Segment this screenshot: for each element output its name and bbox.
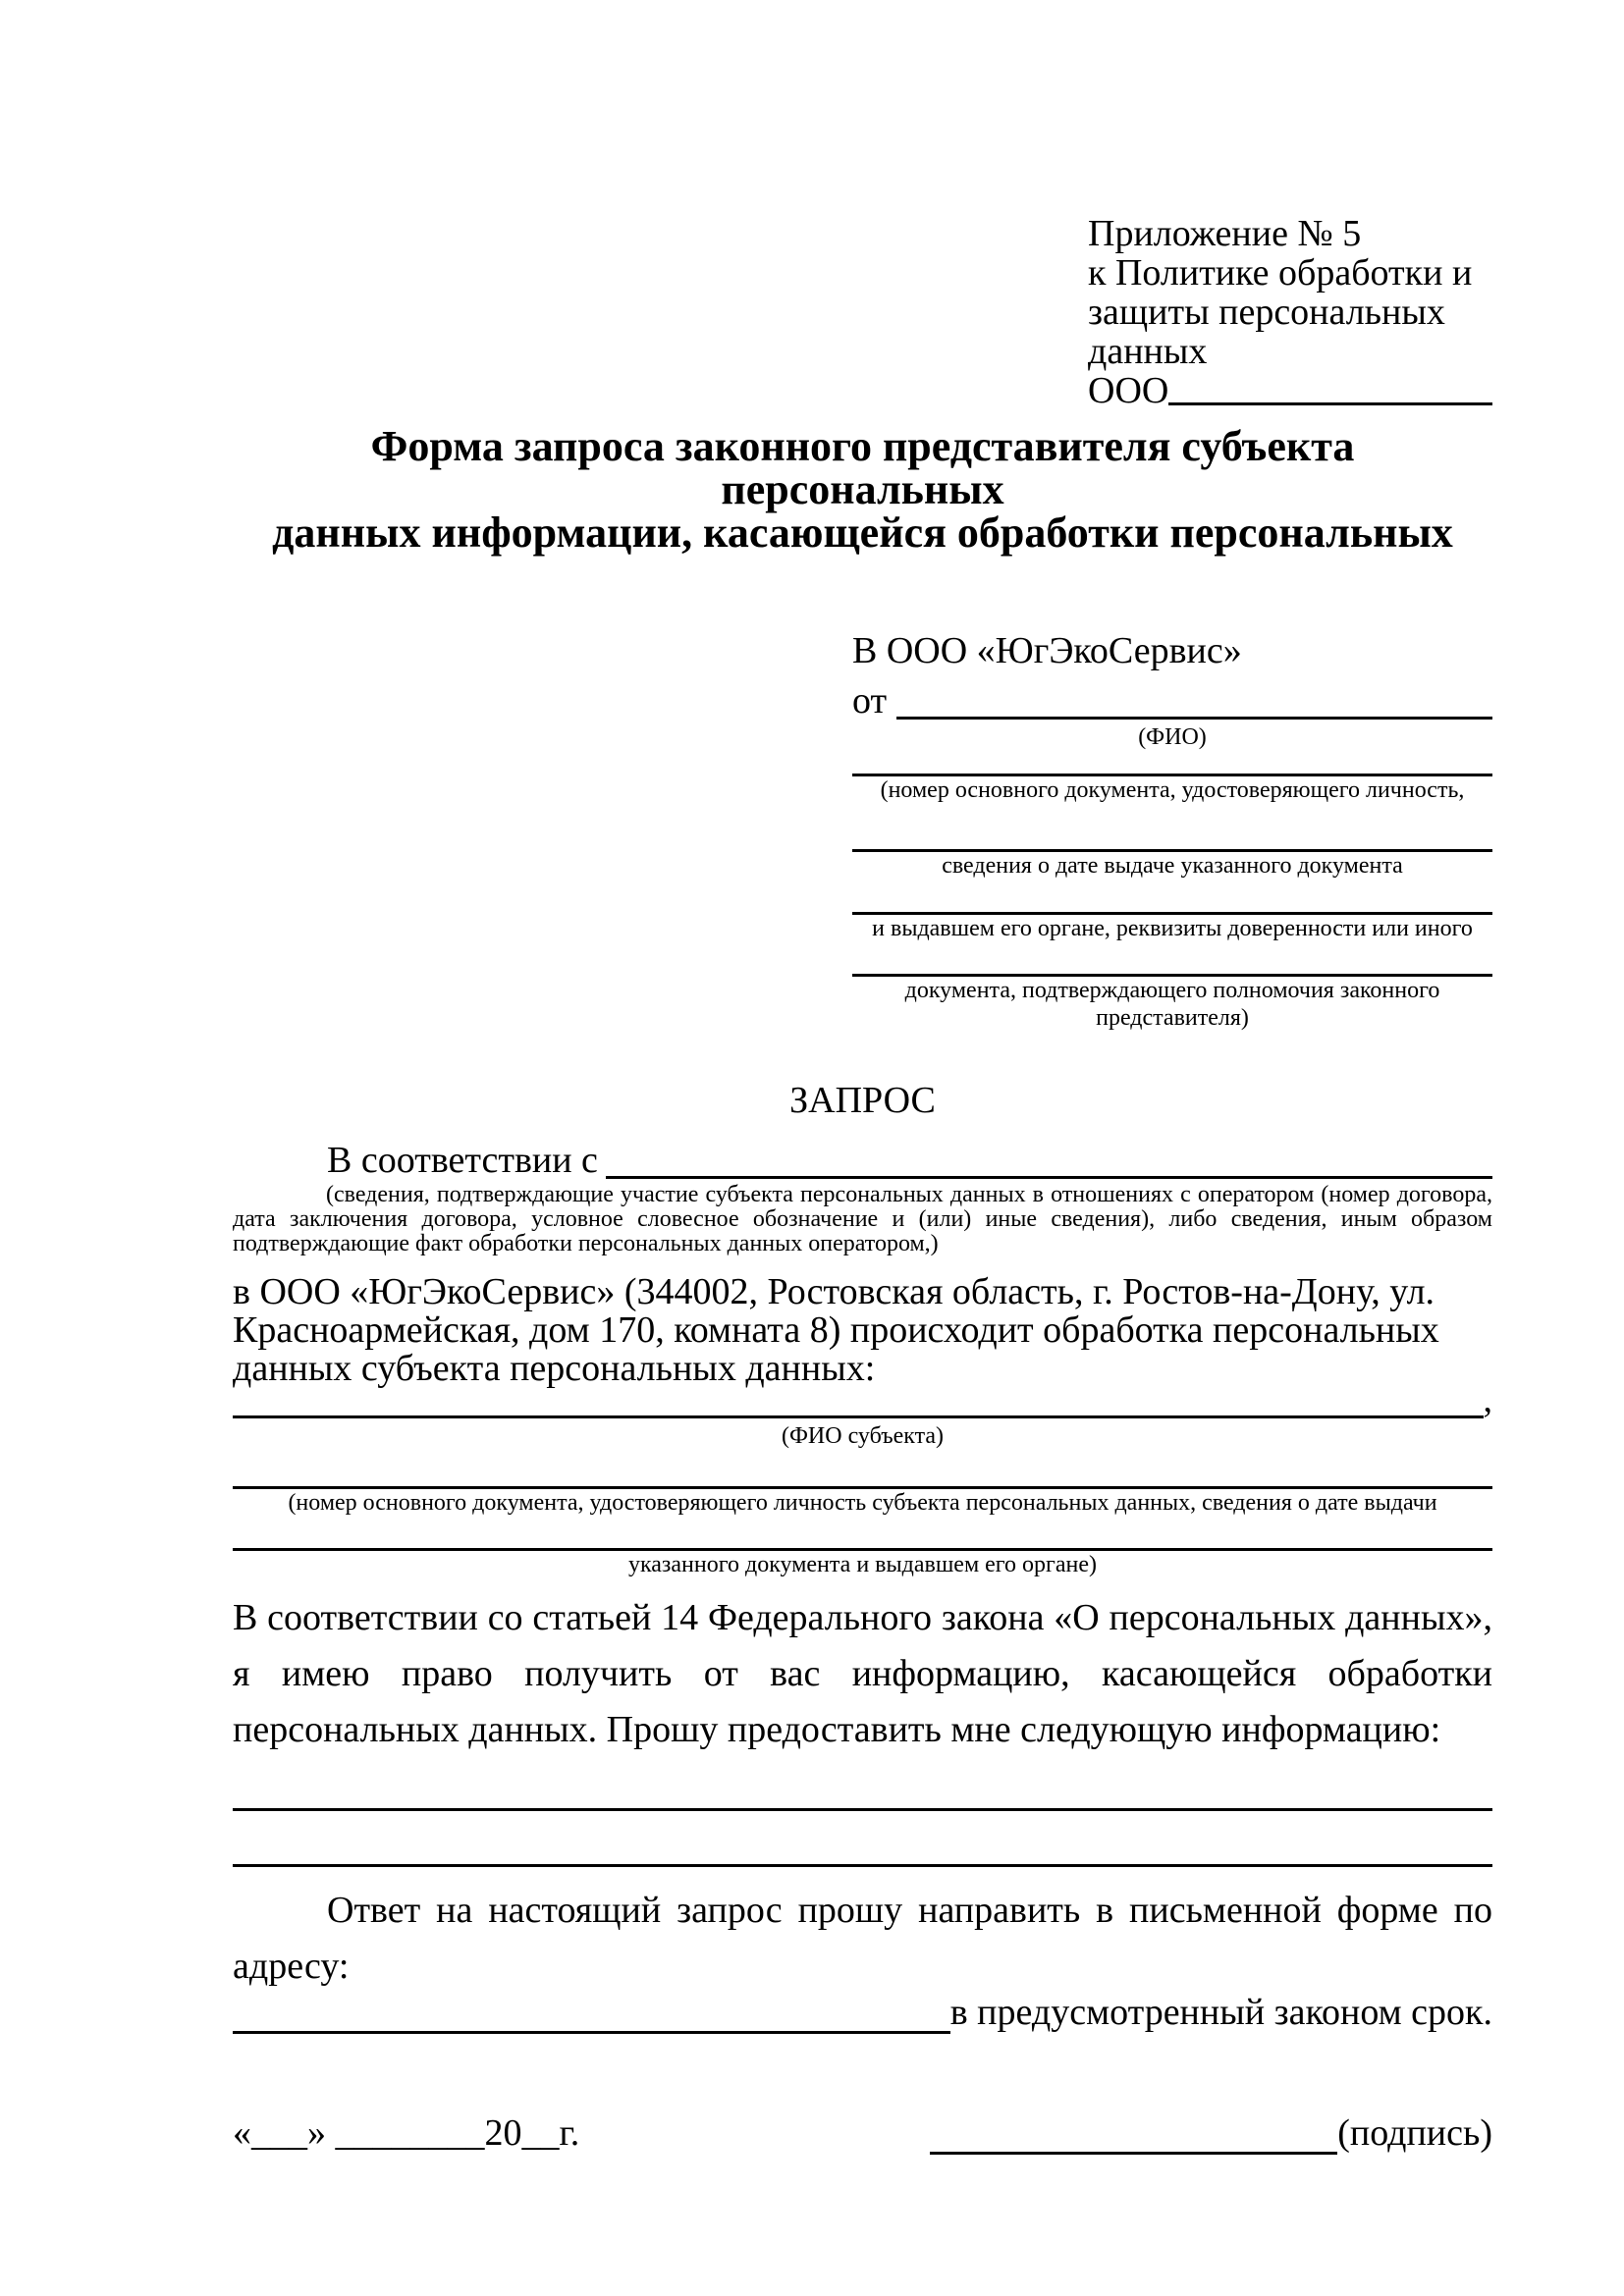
- fio-caption: (ФИО): [1138, 724, 1207, 750]
- answer-suffix: в предусмотренный законом срок.: [949, 1992, 1492, 2034]
- request-heading: ЗАПРОС: [789, 1080, 936, 1121]
- doc-blank-line-1: [852, 751, 1492, 776]
- signature-caption: (подпись): [1337, 2112, 1492, 2155]
- address-row: [233, 1992, 1492, 2034]
- appendix-line-3: защиты персональных данных: [1088, 292, 1445, 372]
- form-title-line-1: Форма запроса законного представителя субъекта персональных: [370, 422, 1355, 513]
- info-blank-line-1: [233, 1758, 1492, 1811]
- subject-fio-caption: (ФИО субъекта): [781, 1423, 945, 1449]
- from-label: от: [852, 680, 888, 721]
- signature-block: [930, 2113, 1492, 2155]
- accordance-label: В соответствии с: [327, 1140, 598, 1181]
- doc-caption-4: документа, подтверждающего полномочия законного представителя): [904, 978, 1440, 1031]
- doc-blank-line-4: [852, 942, 1492, 977]
- subject-fio-blank-line: [233, 1415, 1484, 1418]
- org-blank-line: [1168, 371, 1492, 405]
- operator-paragraph: в ООО «ЮгЭкоСервис» (344002, Ростовская область, г. Ростов-на-Дону, ул. Красноармейская, дом 170, комната 8) происходит обработка персональных данных субъекта персональных данных:: [233, 1271, 1439, 1389]
- org-label: ООО: [1088, 370, 1169, 411]
- comma-mark: ,: [1483, 1379, 1492, 1420]
- info-blank-line-2: [233, 1811, 1492, 1867]
- basis-note: (сведения, подтверждающие участие субъекта персональных данных в отношениях с оператором (номер договора, дата заключения договора, условное словесное обозначение и (или) иные сведения), либо сведения, иным образом подтверждающие факт обработки персональных данных оператором,): [233, 1182, 1492, 1256]
- doc-blank-group-1: [852, 751, 1492, 804]
- form-title-line-2: данных информации, касающейся обработки персональных: [272, 508, 1453, 557]
- footer-row: [233, 2112, 1492, 2155]
- basis-blank-line: [606, 1176, 1492, 1179]
- doc-blank-line-2: [852, 804, 1492, 852]
- signature-blank-line: [930, 2152, 1337, 2155]
- answer-paragraph: Ответ на настоящий запрос прошу направить в письменной форме по адресу:: [233, 1890, 1492, 1987]
- date-field: «___» ________20__г.: [233, 2112, 580, 2155]
- form-title: [233, 422, 1492, 557]
- from-row: [852, 680, 1492, 720]
- subject-doc-blank-line-2: [233, 1517, 1492, 1551]
- appendix-org-row: [1088, 371, 1492, 410]
- doc-caption-1: (номер основного документа, удостоверяющего личность,: [880, 777, 1465, 803]
- doc-caption-3: и выдавшем его органе, реквизиты доверенности или иного: [872, 916, 1473, 941]
- address-blank-line: [233, 2031, 950, 2034]
- subject-doc-group-1: [233, 1450, 1492, 1517]
- doc-blank-group-4: [852, 942, 1492, 1032]
- subject-doc-blank-line-1: [233, 1450, 1492, 1489]
- doc-blank-group-3: [852, 880, 1492, 942]
- subject-doc-caption-2: указанного документа и выдавшем его органе): [627, 1552, 1098, 1577]
- subject-fio-row: [233, 1379, 1492, 1420]
- doc-blank-line-3: [852, 880, 1492, 915]
- doc-caption-2: сведения о дате выдаче указанного документа: [942, 853, 1403, 879]
- subject-doc-group-2: [233, 1517, 1492, 1578]
- law-paragraph: В соответствии со статьей 14 Федерального закона «О персональных данных», я имею право получить от вас информацию, касающейся обработки персональных данных. Прошу предоставить мне следующую информацию:: [233, 1597, 1492, 1750]
- accordance-row: [233, 1142, 1492, 1179]
- appendix-line-1: Приложение № 5: [1088, 213, 1362, 254]
- addressee-block: [852, 631, 1492, 1032]
- subject-doc-caption-1: (номер основного документа, удостоверяющего личность субъекта персональных данных, сведения о дате выдачи: [288, 1490, 1437, 1516]
- doc-blank-group-2: [852, 804, 1492, 880]
- appendix-line-2: к Политике обработки и: [1088, 252, 1473, 294]
- appendix-block: [1088, 214, 1492, 410]
- addressee-org: В ООО «ЮгЭкоСервис»: [852, 630, 1242, 671]
- fio-blank-line: [896, 717, 1492, 720]
